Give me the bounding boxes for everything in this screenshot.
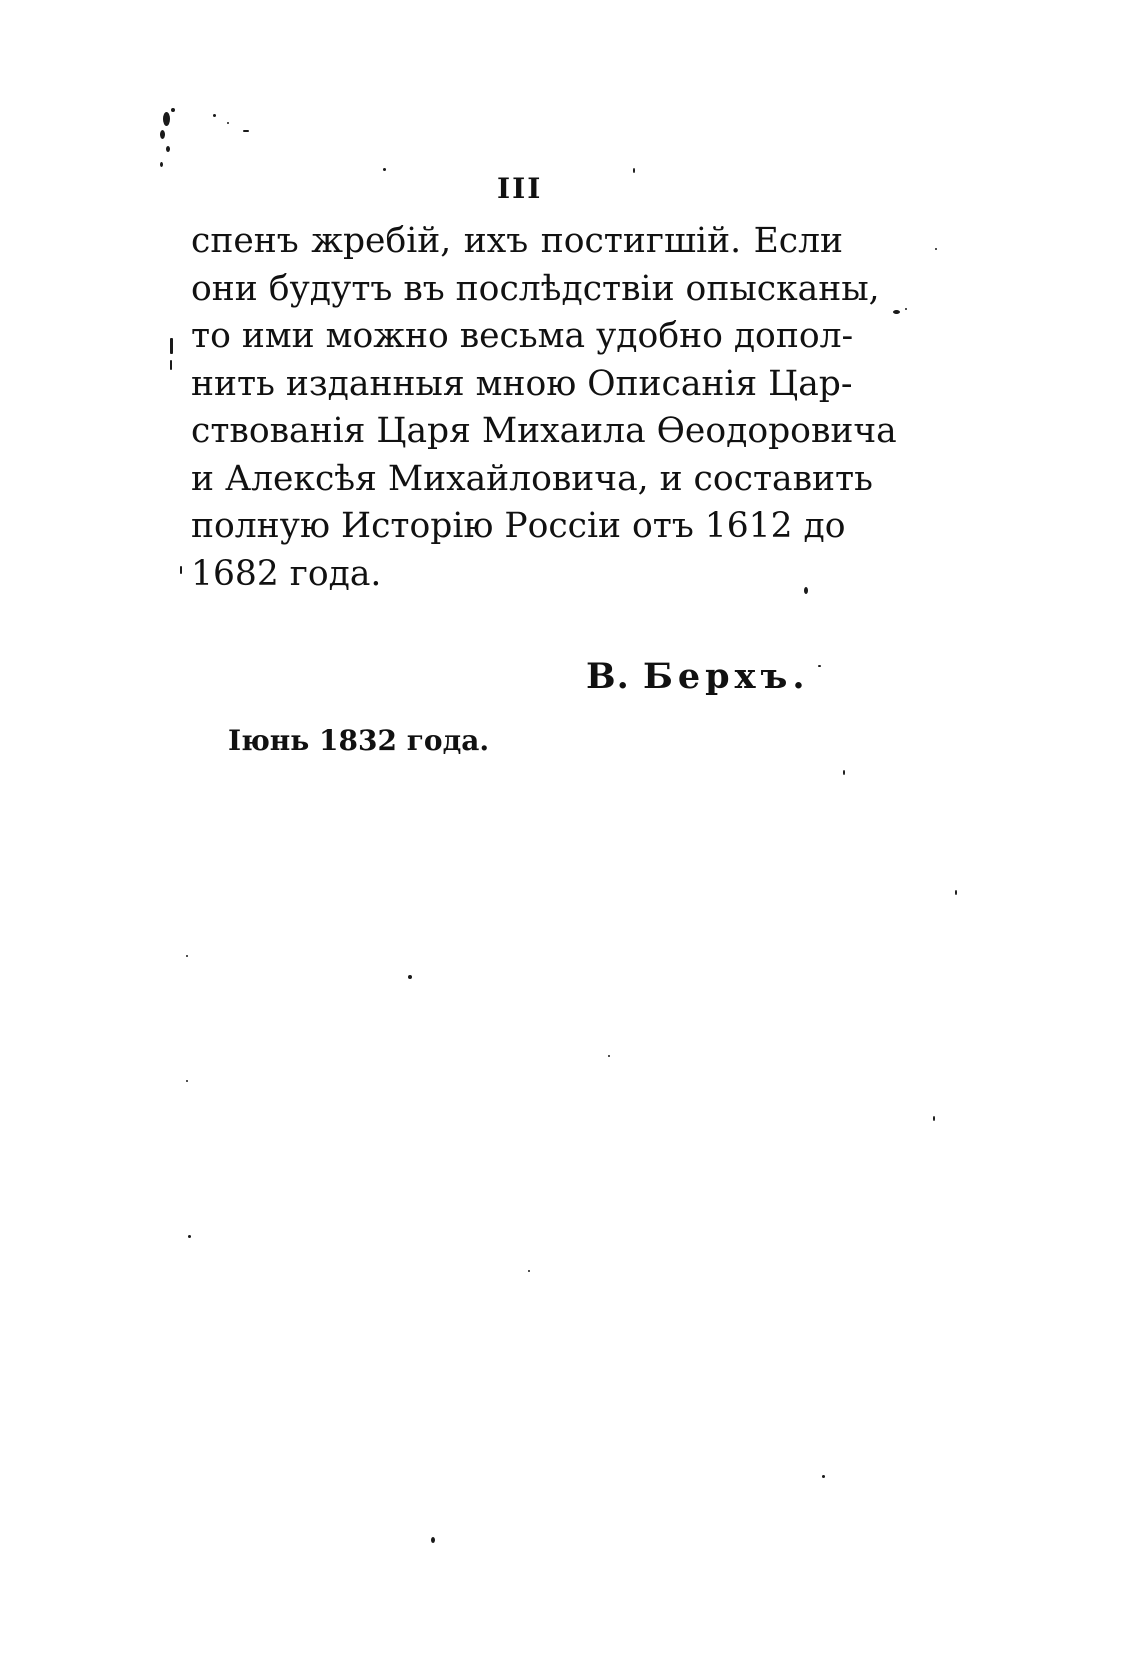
signature-initial: В. bbox=[586, 656, 630, 697]
body-line-6: и Алексѣя Михайловича, и составить bbox=[191, 458, 873, 499]
body-line-2: они будутъ въ послѣдствіи опысканы, bbox=[191, 268, 880, 309]
body-line-4: нить изданныя мною Описанія Цар- bbox=[191, 363, 853, 404]
body-line-8: 1682 года. bbox=[191, 553, 382, 594]
author-signature bbox=[586, 656, 810, 697]
body-line-3: то ими можно весьма удобно допол- bbox=[191, 316, 854, 356]
body-paragraph bbox=[191, 218, 897, 598]
body-line-7: полную Исторію Россіи отъ 1612 до bbox=[191, 506, 846, 546]
dateline: Іюнь 1832 года. bbox=[228, 724, 490, 757]
body-line-5: ствованія Царя Михаила Өеодоровича bbox=[191, 411, 897, 451]
body-line-1: спенъ жребій, ихъ постигшій. Если bbox=[191, 221, 843, 261]
page-number: III bbox=[497, 172, 543, 205]
signature-surname: Берхъ. bbox=[642, 656, 810, 697]
